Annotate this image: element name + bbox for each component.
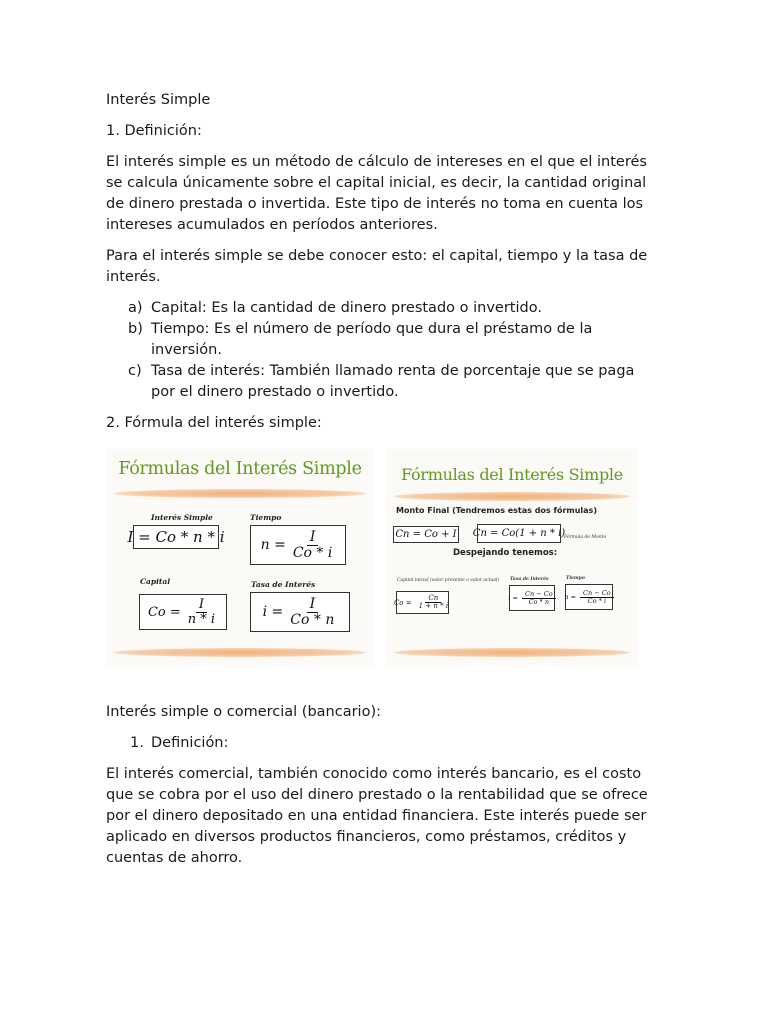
section3-heading: Interés simple o comercial (bancario): <box>106 704 382 720</box>
formula-lhs: n = <box>564 593 577 601</box>
formulas-image-left <box>106 449 374 667</box>
list-item-text: Tiempo: Es el número de período que dura el préstamo de la inversión. <box>151 321 593 358</box>
fraction-denominator: Co * n <box>528 597 550 606</box>
doc-title: Interés Simple <box>106 92 211 108</box>
formula-interes: I = Co * n * i <box>133 525 219 549</box>
formula-capital <box>139 594 227 630</box>
tiempo-label: Tiempo <box>566 576 585 581</box>
fraction-numerator: I <box>307 530 319 546</box>
list-item <box>106 319 662 361</box>
divider-ellipse-bottom <box>394 648 630 657</box>
formula-lhs: Co = <box>147 604 181 620</box>
formulas-figure <box>106 449 638 667</box>
monto-label: Monto Final (Tendremos estas dos fórmulas) <box>396 506 597 515</box>
fraction-denominator: 1 + n * i <box>418 602 449 610</box>
formula-tasa <box>250 592 350 632</box>
formula-lhs: i = <box>508 594 518 602</box>
list-marker: a) <box>128 300 143 316</box>
formula-capital-inicial <box>393 591 449 614</box>
tasa-label: Tasa de Interés <box>510 577 549 582</box>
fraction-denominator: Co * i <box>292 544 333 561</box>
fraction-numerator: I <box>307 597 319 613</box>
document-page <box>106 90 662 869</box>
formula-tiempo-despeje <box>565 584 613 610</box>
formula-tasa-despeje <box>509 585 555 611</box>
formulas-image-right <box>386 449 638 667</box>
section3-list <box>106 733 662 754</box>
monto-note: Fórmula de Monto <box>564 535 607 540</box>
formula-lhs: Co = <box>393 598 412 607</box>
figure-right-title: Fórmulas del Interés Simple <box>401 465 623 484</box>
concept-list <box>106 298 662 403</box>
label-tiempo: Tiempo <box>250 513 282 522</box>
label-tasa: Tasa de Interés <box>251 580 316 589</box>
list-marker: 1. <box>130 735 144 751</box>
list-marker: b) <box>128 321 143 337</box>
section1-paragraph: El interés simple es un método de cálculo de intereses en el que el interés se calcula únicamente sobre el capital inicial, es decir, la cantidad original de dinero prestada o invertida. Este tipo de interés no toma en cuenta los intereses acumulados en períodos anteriores. <box>106 154 647 233</box>
list-item-text: Capital: Es la cantidad de dinero prestado o invertido. <box>151 300 542 316</box>
list-item-text: Definición: <box>151 735 229 751</box>
list-item-text: Tasa de interés: También llamado renta de porcentaje que se paga por el dinero prestado o invertido. <box>151 363 635 400</box>
formula-lhs: i = <box>262 604 284 620</box>
list-marker: c) <box>128 363 142 379</box>
fraction-numerator: Cn − Co <box>522 591 556 599</box>
fraction-numerator: I <box>196 598 207 613</box>
figure-left-title: Fórmulas del Interés Simple <box>118 459 362 479</box>
list-item <box>106 361 662 403</box>
divider-ellipse-top <box>394 492 630 501</box>
divider-ellipse-bottom <box>114 648 366 657</box>
section1-heading: 1. Definición: <box>106 123 202 139</box>
fraction-denominator: n * i <box>187 611 216 627</box>
section3-paragraph: El interés comercial, también conocido como interés bancario, es el costo que se cobra por el uso del dinero prestado o la rentabilidad que se ofrece por el dinero depositado en una entidad financiera. Este interés puede ser aplicado en diversos productos financieros, como préstamos, créditos y cuentas de ahorro. <box>106 766 648 866</box>
formula-lhs: n = <box>260 537 286 553</box>
label-capital: Capital <box>140 577 171 586</box>
formula-tiempo <box>250 525 346 565</box>
fraction-numerator: Cn <box>425 595 441 603</box>
despejando-label: Despejando tenemos: <box>453 548 558 558</box>
section1-paragraph-2: Para el interés simple se debe conocer esto: el capital, tiempo y la tasa de interés. <box>106 248 648 285</box>
formula-monto-1: Cn = Co + I <box>393 526 459 543</box>
cap-label: Capital inicial (valor presente o valor actual) <box>397 578 500 583</box>
divider-ellipse-top <box>114 489 366 498</box>
fraction-denominator: Co * i <box>587 596 607 605</box>
fraction-numerator: Cn − Co <box>580 590 614 598</box>
list-item <box>106 733 662 754</box>
list-item <box>106 298 662 319</box>
label-interes-simple: Interés Simple <box>151 513 213 522</box>
formula-monto-2: Cn = Co(1 + n * i) <box>477 524 561 543</box>
section2-heading: 2. Fórmula del interés simple: <box>106 415 322 431</box>
fraction-denominator: Co * n <box>290 611 335 628</box>
